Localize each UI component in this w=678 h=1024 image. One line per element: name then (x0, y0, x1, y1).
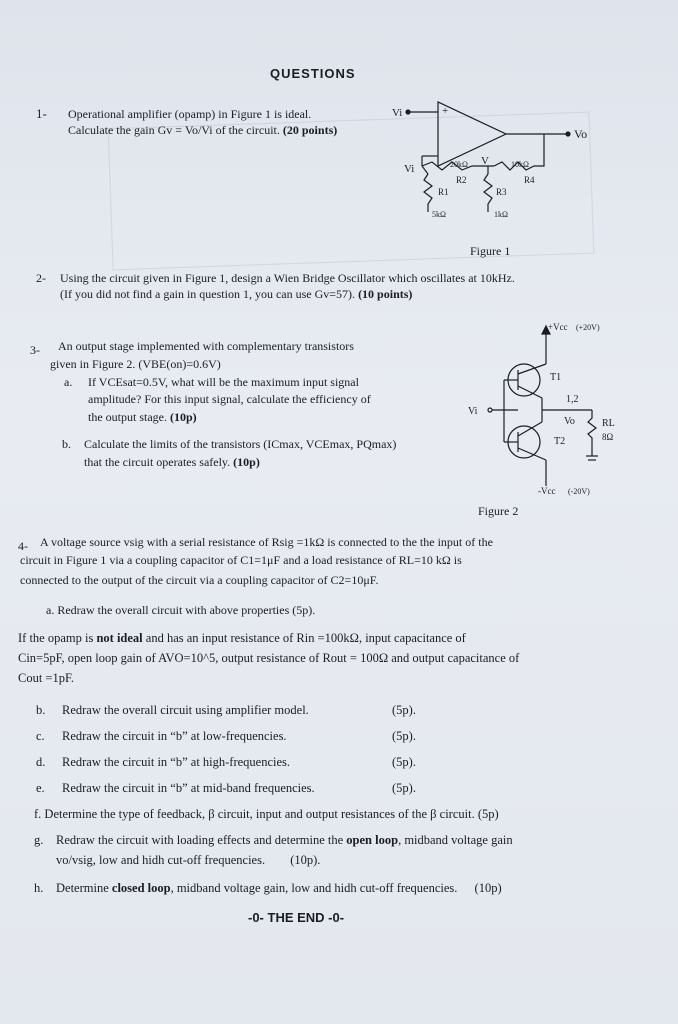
q3-number: 3- (30, 343, 40, 357)
q4-nonideal-post: and has an input resistance of Rin =100kΩ, input capacitance of (142, 631, 466, 645)
fig2-vcc-pos-value: (+20V) (576, 323, 600, 332)
q4-item-points: (5p). (392, 729, 416, 743)
q4-item-text: Redraw the circuit in “b” at high-frequencies. (62, 755, 291, 769)
q4-line1: A voltage source vsig with a serial resistance of Rsig =1kΩ is connected to the the input of the (40, 535, 493, 549)
fig1-vi-node-label: Vi (404, 163, 415, 175)
the-end-footer: -0- THE END -0- (248, 910, 345, 925)
q4-nonideal-line1 (18, 630, 466, 646)
q4-item-label: c. (36, 729, 45, 743)
q4-h-label: h. (34, 881, 44, 895)
q2-number: 2- (36, 271, 46, 285)
q1-line2-text: Calculate the gain Gv = Vo/Vi of the circuit. (68, 123, 280, 137)
q3-a-line1: If VCEsat=0.5V, what will be the maximum input signal (88, 375, 359, 389)
q4-item-label: e. (36, 781, 45, 795)
q4-nonideal-pre: If the opamp is (18, 631, 97, 645)
q4-item-text: Redraw the circuit in “b” at mid-band frequencies. (62, 781, 315, 795)
figure-2-caption: Figure 2 (478, 504, 519, 518)
q3-a-line3 (88, 409, 197, 425)
figure-1-caption: Figure 1 (470, 244, 511, 258)
q4-h-points: (10p) (474, 881, 502, 895)
page-title: QUESTIONS (270, 66, 356, 81)
q2-line2 (60, 286, 412, 302)
fig2-vo-label: Vo (564, 416, 575, 427)
q4-item-a: a. Redraw the overall circuit with above properties (5p). (46, 603, 316, 617)
q2-points: (10 points) (358, 287, 413, 301)
q4-g-pre: Redraw the circuit with loading effects and determine the (56, 833, 347, 847)
q4-g-label: g. (34, 833, 44, 847)
q2-line1: Using the circuit given in Figure 1, design a Wien Bridge Oscillator which oscillates at 10kHz. (60, 271, 515, 285)
q3-a-points: (10p) (169, 410, 197, 424)
q3-a-label: a. (64, 375, 73, 389)
q3-line2: given in Figure 2. (VBE(on)=0.6V) (50, 357, 221, 371)
figure-1-circuit (388, 96, 588, 236)
fig1-r3-label: R3 (496, 187, 507, 197)
q4-h-post: , midband voltage gain, low and hidh cut-off frequencies. (170, 881, 458, 895)
fig1-vi-input-label: Vi (392, 107, 403, 119)
q4-item-text: Redraw the circuit in “b” at low-frequencies. (62, 729, 287, 743)
q4-item-points: (5p). (392, 703, 416, 717)
q3-b-line2 (84, 454, 260, 470)
q4-g-bold: open loop (346, 833, 399, 847)
q4-line3: connected to the output of the circuit via a coupling capacitor of C2=10μF. (20, 573, 379, 587)
q4-item-points: (5p). (392, 781, 416, 795)
fig2-vi-label: Vi (468, 406, 478, 417)
q4-number: 4- (18, 539, 28, 553)
q4-nonideal-bold: not ideal (96, 631, 143, 645)
fig2-vcc-neg: -Vcc (538, 486, 556, 496)
fig2-t2-label: T2 (554, 436, 566, 447)
q3-b-label: b. (62, 437, 71, 451)
q1-line1: Operational amplifier (opamp) in Figure 1 is ideal. (68, 107, 312, 121)
q4-nonideal-line2: Cin=5pF, open loop gain of AVO=10^5, output resistance of Rout = 100Ω and output capacitance of (18, 651, 520, 665)
fig1-r2-value: 20kΩ (450, 160, 468, 169)
q3-b-line2-text: that the circuit operates safely. (84, 455, 231, 469)
q4-item-text: Redraw the overall circuit using amplifier model. (62, 703, 309, 717)
fig2-rl-label: RL (602, 418, 615, 429)
q4-line2: circuit in Figure 1 via a coupling capacitor of C1=1μF and a load resistance of RL=10 kΩ is (20, 553, 462, 567)
fig1-v-node-label: V (481, 155, 489, 167)
q4-item-label: d. (36, 755, 46, 769)
q2-line2-text: (If you did not find a gain in question 1, you can use Gv=57). (60, 287, 356, 301)
fig1-plus-sign: + (442, 105, 449, 117)
q3-line1: An output stage implemented with complementary transistors (58, 339, 354, 353)
q4-h-bold: closed loop (111, 881, 171, 895)
figure-2-circuit (452, 318, 632, 498)
fig1-r2-label: R2 (456, 175, 467, 185)
q3-b-line1: Calculate the limits of the transistors (ICmax, VCEmax, PQmax) (84, 437, 397, 451)
q4-h-pre: Determine (56, 881, 112, 895)
q4-g-line2-text: vo/vsig, low and hidh cut-off frequencies. (56, 853, 266, 867)
q3-a-line3-text: the output stage. (88, 410, 167, 424)
q3-a-line2: amplitude? For this input signal, calculate the efficiency of (88, 392, 371, 406)
fig1-r4-label: R4 (524, 175, 535, 185)
q4-g-line1 (56, 832, 513, 848)
fig1-r3-value: 1kΩ (494, 210, 508, 219)
q4-g-points: (10p). (290, 853, 321, 867)
fig2-scribble: 1,2 (566, 394, 579, 405)
q4-g-post: , midband voltage gain (398, 833, 513, 847)
fig1-vo-output-label: Vo (574, 127, 588, 141)
q4-item-f: f. Determine the type of feedback, β circuit, input and output resistances of the β circuit. (5p) (34, 807, 499, 821)
q4-item-label: b. (36, 703, 46, 717)
fig1-r4-value: 10kΩ (511, 160, 529, 169)
q1-line2 (68, 122, 337, 138)
fig1-r1-value: 5kΩ (432, 210, 446, 219)
q1-points: (20 points) (282, 123, 338, 137)
q4-item-points: (5p). (392, 755, 416, 769)
q4-h-line (56, 880, 502, 896)
fig1-r1-label: R1 (438, 187, 449, 197)
q1-number: 1- (36, 106, 47, 121)
fig2-vcc-pos: +Vcc (548, 322, 568, 332)
fig2-t1-label: T1 (550, 372, 562, 383)
q4-g-line2 (56, 852, 320, 868)
q3-b-points: (10p) (233, 455, 260, 469)
q4-nonideal-line3: Cout =1pF. (18, 671, 75, 685)
fig2-vcc-neg-value: (-20V) (568, 487, 590, 496)
fig2-rl-value: 8Ω (602, 432, 614, 442)
